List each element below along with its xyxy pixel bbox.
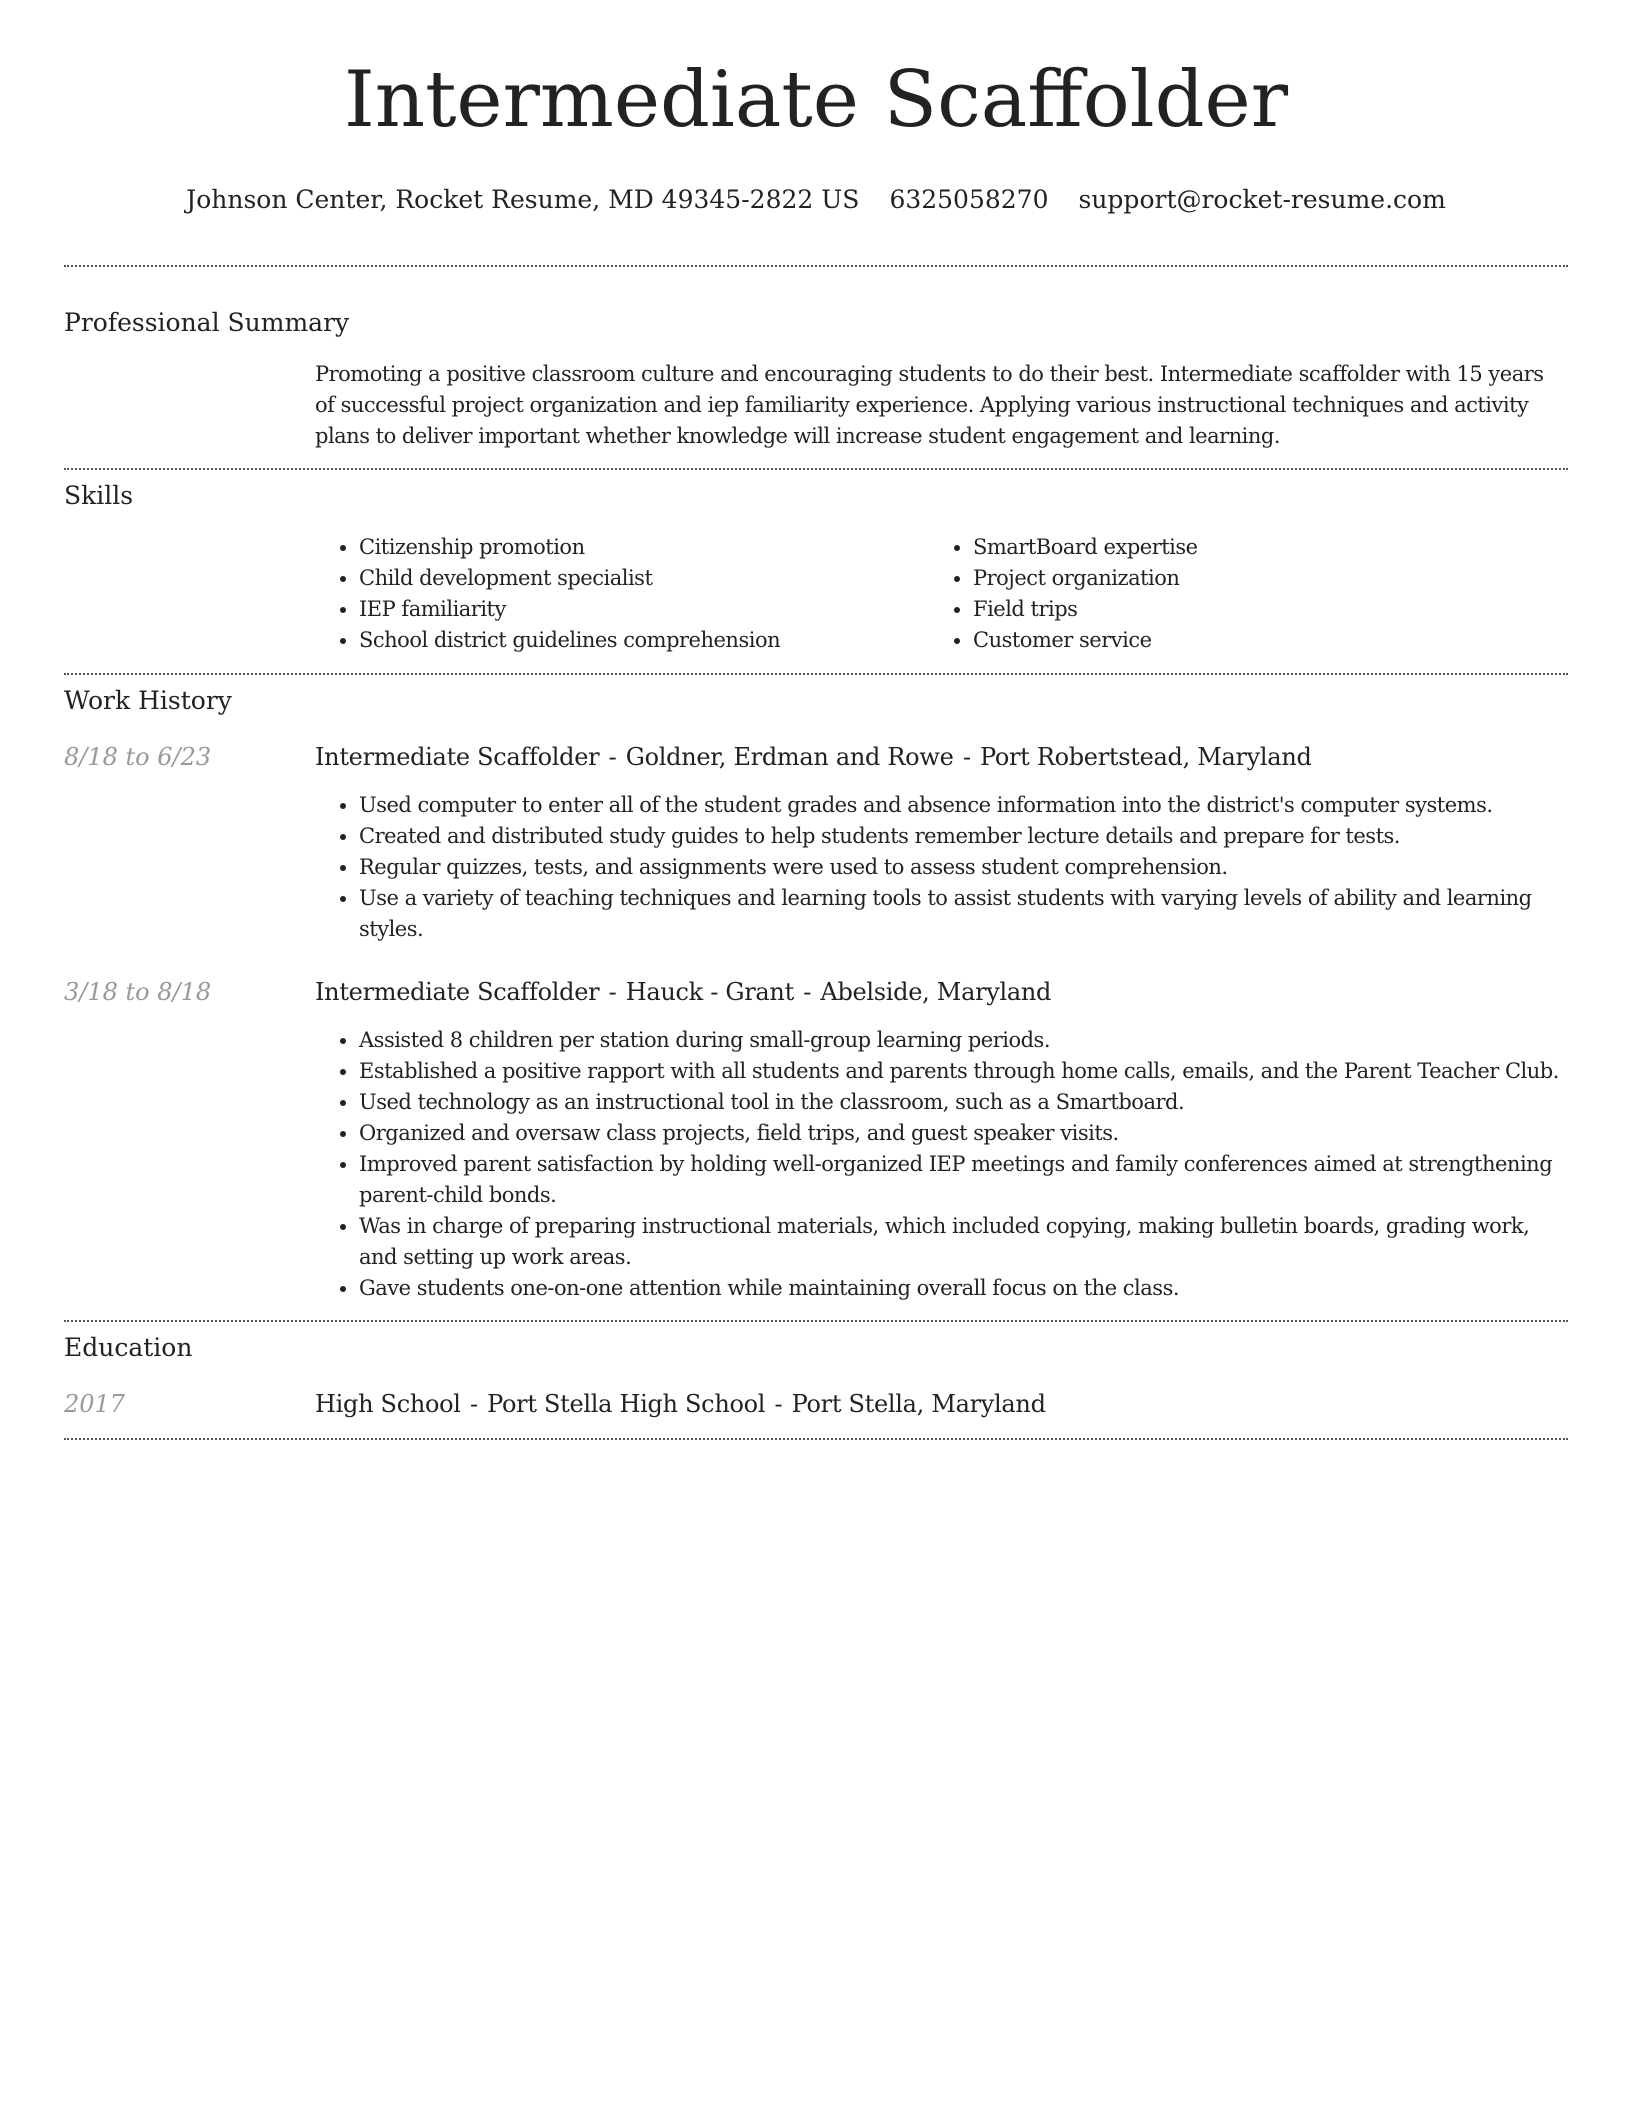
job-title [315,741,1312,773]
job-dates: 3/18 to 8/18 [64,978,212,1006]
education-degree: High School [315,1390,461,1418]
education-year: 2017 [64,1390,126,1418]
job-bullet: • Created and distributed study guides to help students remember lecture details and prepare for tests. [359,821,1568,852]
resume-page [64,0,1568,1440]
skill-item: • Field trips [973,594,1543,625]
job-company: Goldner, Erdman and Rowe [625,743,954,771]
title-separator: - [795,978,819,1006]
job-bullet: • Organized and oversaw class projects, field trips, and guest speaker visits. [359,1118,1568,1149]
job-role: Intermediate Scaffolder [315,743,600,771]
job-details [315,1025,1568,1304]
job-bullet: • Gave students one-on-one attention while maintaining overall focus on the class. [359,1273,1568,1304]
job-bullet: • Established a positive rapport with all students and parents through home calls, emails, and the Parent Teacher Club. [359,1056,1568,1087]
skill-item: • Customer service [973,625,1543,656]
contact-email: support@rocket-resume.com [1078,185,1446,214]
title-separator: - [955,743,978,771]
section-title-work: Work History [64,686,232,715]
summary-body [315,359,1568,452]
title-separator: - [462,1390,486,1418]
job-entry [64,741,1568,945]
education-location: Port Stella, Maryland [791,1390,1046,1418]
job-title [315,976,1051,1008]
work-history-section [64,685,1568,1304]
job-role: Intermediate Scaffolder [315,978,600,1006]
divider [64,1320,1568,1322]
skills-column-2 [929,532,1543,656]
title-separator: - [767,1390,790,1418]
education-school: Port Stella High School [487,1390,766,1418]
divider [64,673,1568,675]
job-bullet: • Assisted 8 children per station during small-group learning periods. [359,1025,1568,1056]
contact-phone: 6325058270 [889,185,1049,214]
candidate-name: Intermediate Scaffolder [344,55,1288,145]
job-bullet: • Used computer to enter all of the student grades and absence information into the district's computer systems. [359,790,1568,821]
job-bullets [315,790,1568,945]
skills-section [64,480,1568,656]
job-bullet: • Improved parent satisfaction by holding well-organized IEP meetings and family conferences aimed at strengthening parent-child bonds. [359,1149,1568,1211]
skills-list [315,532,1568,656]
job-dates: 8/18 to 6/23 [64,743,212,771]
skill-item: • School district guidelines comprehension [359,625,929,656]
job-header [64,976,1568,1008]
summary-text: Promoting a positive classroom culture and encouraging students to do their best. Intermediate scaffolder with 15 years of successful project organization and iep familiarity experience. Applying various instructional techniques and activity plans to deliver important whether knowledge will increase student engagement and learning. [315,362,1544,448]
summary-section [64,307,1568,452]
skill-item: • Child development specialist [359,563,929,594]
skill-item: • SmartBoard expertise [973,532,1543,563]
job-bullets [315,1025,1568,1304]
job-details [315,790,1568,945]
contact-address: Johnson Center, Rocket Resume, MD 49345-2822 US [186,185,860,214]
education-entry [64,1388,1568,1420]
job-bullet: • Was in charge of preparing instructional materials, which included copying, making bulletin boards, grading work, and setting up work areas. [359,1211,1568,1273]
skill-item: • Citizenship promotion [359,532,929,563]
divider [64,468,1568,470]
job-entry [64,976,1568,1304]
job-location: Abelside, Maryland [820,978,1052,1006]
education-section [64,1332,1568,1420]
skill-item: • IEP familiarity [359,594,929,625]
title-separator: - [601,978,624,1006]
job-bullet: • Used technology as an instructional tool in the classroom, such as a Smartboard. [359,1087,1568,1118]
title-separator: - [601,743,624,771]
section-title-education: Education [64,1333,193,1362]
divider [64,1438,1568,1440]
skill-item: • Project organization [973,563,1543,594]
job-bullet: • Regular quizzes, tests, and assignments were used to assess student comprehension. [359,852,1568,883]
job-location: Port Robertstead, Maryland [979,743,1312,771]
education-header [64,1388,1568,1420]
education-title [315,1388,1046,1420]
skills-column-1 [315,532,929,656]
divider [64,265,1568,267]
job-company: Hauck - Grant [625,978,794,1006]
job-bullet: • Use a variety of teaching techniques and learning tools to assist students with varying levels of ability and learning styles. [359,883,1568,945]
contact-line [64,184,1568,216]
job-header [64,741,1568,773]
section-title-summary: Professional Summary [64,308,350,337]
section-title-skills: Skills [64,481,134,510]
